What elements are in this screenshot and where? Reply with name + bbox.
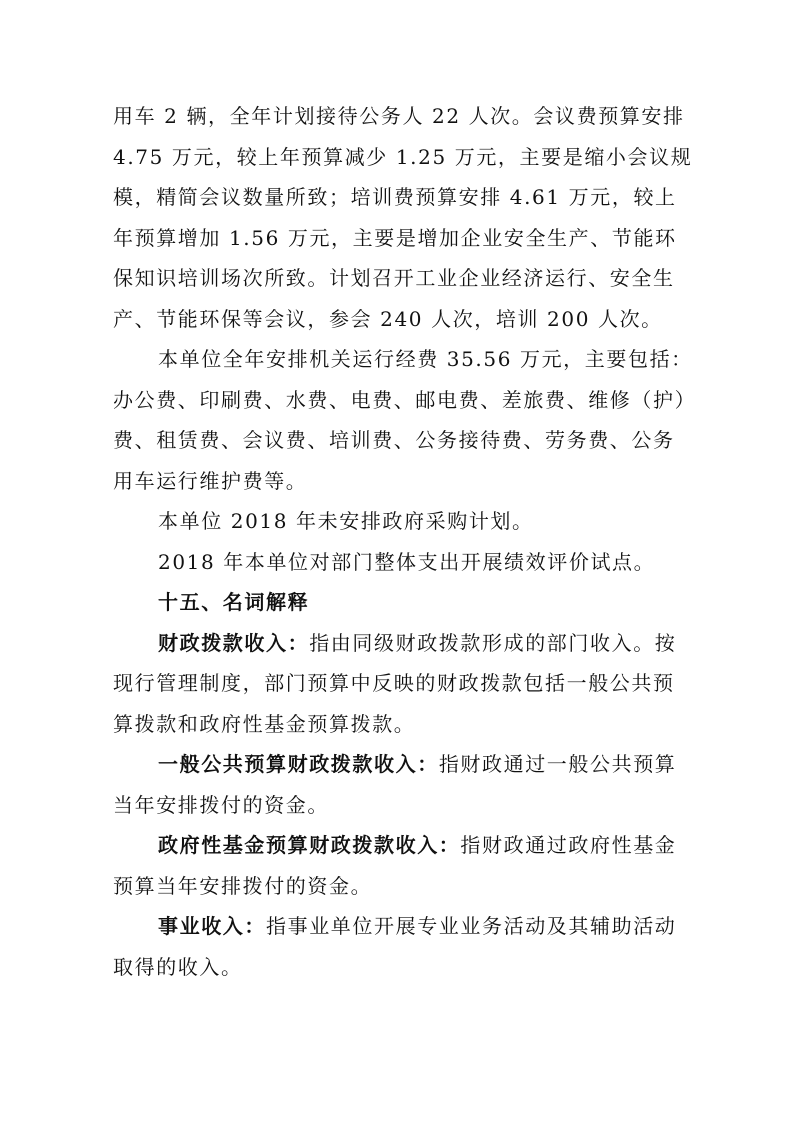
definition-fiscal-appropriation	[113, 623, 679, 745]
document-page	[113, 96, 697, 987]
text-line: 当年安排拨付的资金。	[113, 792, 329, 817]
text-line: 年预算增加 1.56 万元，主要是增加企业安全生产、节能环	[113, 225, 677, 250]
paragraph-operating-expenses	[113, 339, 697, 501]
paragraph-performance-evaluation: 2018 年本单位对部门整体支出开展绩效评价试点。	[158, 549, 656, 574]
definition-text: 指财政通过政府性基金	[460, 833, 677, 857]
text-line: 用车运行维护费等。	[113, 468, 308, 493]
definition-text: 指由同级财政拨款形成的部门收入。按	[309, 630, 677, 655]
section-heading: 十五、名词解释	[158, 590, 310, 614]
text-line: 现行管理制度，部门预算中反映的财政拨款包括一般公共预	[113, 671, 675, 695]
text-line: 保知识培训场次所致。计划召开工业企业经济运行、安全生	[113, 266, 675, 290]
text-line: 产、节能环保等会议，参会 240 人次，培训 200 人次。	[113, 306, 663, 331]
definition-term: 事业收入：	[158, 914, 266, 938]
definition-first-line	[113, 906, 679, 947]
paragraph-procurement: 本单位 2018 年未安排政府采购计划。	[158, 509, 534, 533]
definition-first-line	[113, 623, 679, 664]
definition-first-line	[113, 744, 679, 785]
text-line: 用车 2 辆，全年计划接待公务人 22 人次。会议费预算安排	[113, 104, 685, 128]
definition-text: 指财政通过一般公共预算	[438, 752, 677, 776]
text-line: 模，精简会议数量所致；培训费预算安排 4.61 万元，较上	[113, 185, 677, 209]
definition-business-income	[113, 906, 679, 987]
text-line: 费、租赁费、会议费、培训费、公务接待费、劳务费、公务	[113, 428, 675, 452]
paragraph-budget-details	[113, 96, 693, 339]
text-line: 取得的收入。	[113, 954, 243, 979]
text-line: 算拨款和政府性基金预算拨款。	[113, 711, 416, 736]
definition-text: 指事业单位开展专业业务活动及其辅助活动	[266, 914, 677, 938]
definition-government-fund-budget	[113, 825, 679, 906]
definition-first-line	[113, 825, 679, 866]
text-line: 本单位全年安排机关运行经费 35.56 万元，主要包括：	[158, 347, 693, 371]
definition-term: 一般公共预算财政拨款收入：	[158, 752, 439, 776]
definition-term: 财政拨款收入：	[158, 630, 310, 655]
text-line: 4.75 万元，较上年预算减少 1.25 万元，主要是缩小会议规	[113, 144, 693, 169]
definition-general-public-budget	[113, 744, 679, 825]
definition-term: 政府性基金预算财政拨款收入：	[158, 833, 461, 857]
text-line: 办公费、印刷费、水费、电费、邮电费、差旅费、维修（护）	[113, 387, 697, 412]
text-line: 预算当年安排拨付的资金。	[113, 873, 373, 898]
